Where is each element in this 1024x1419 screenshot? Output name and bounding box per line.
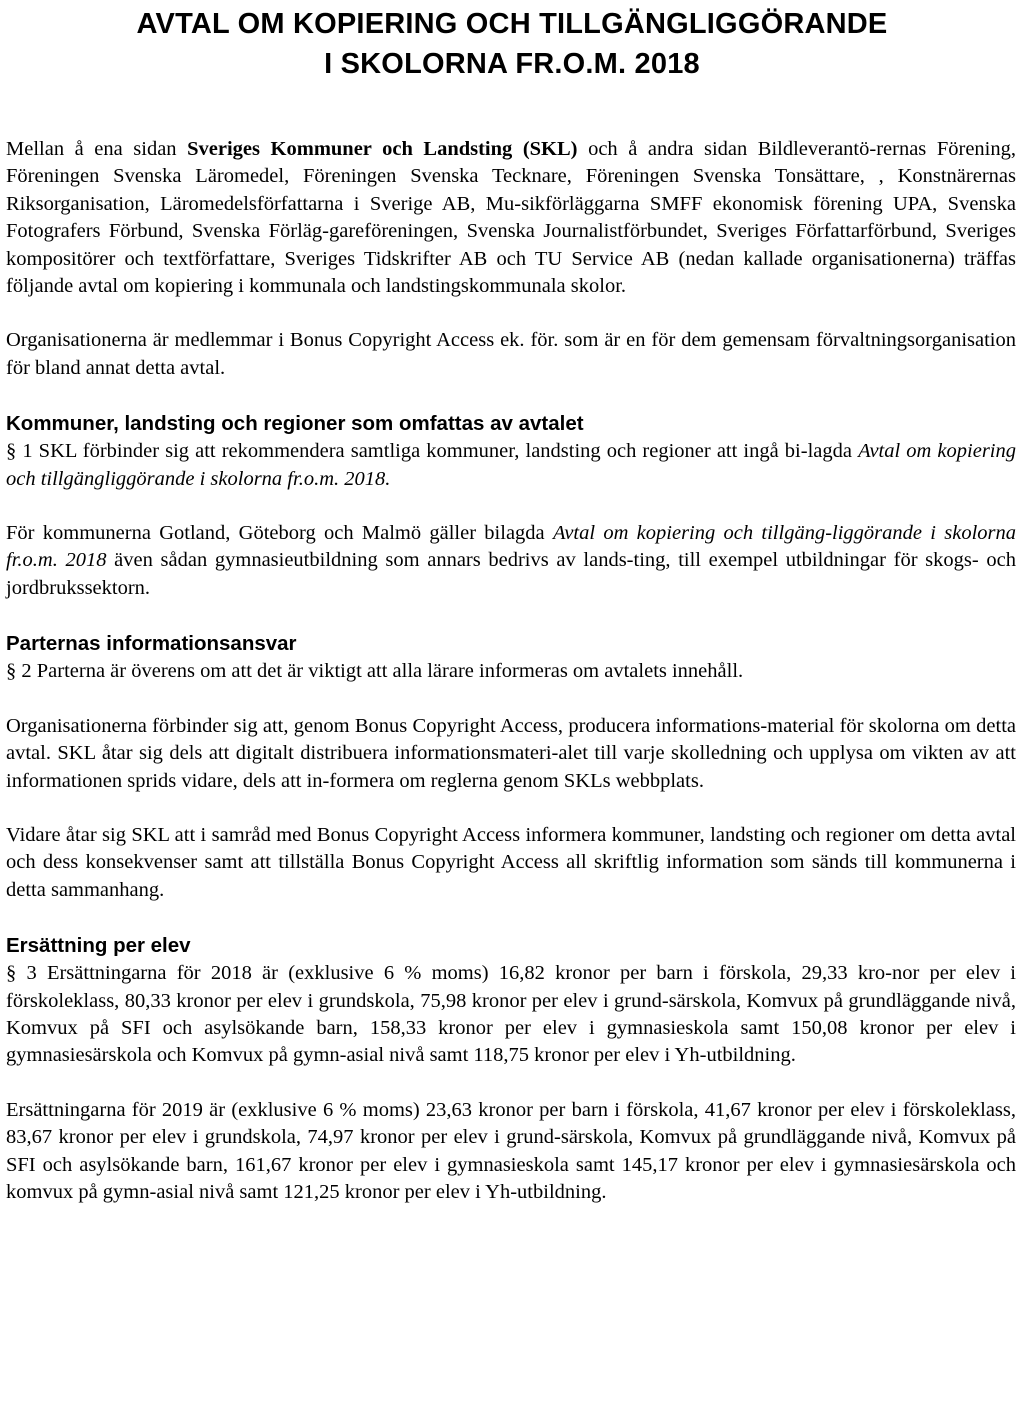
section-2-paragraph-material: Organisationerna förbinder sig att, genom Bonus Copyright Access, producera informations-material för skolorna om detta avtal. SKL åtar sig dels att digitalt distribuera informationsmateri-alet till varje skolledning och upplysa om vikten av att informationen sprids vidare, dels att in-formera om reglerna genom SKLs webbplats. [6,714,1016,792]
agreement-title-italic: Avtal om kopiering och tillgängliggörande i skolorna fr.o.m. 2018. [6,440,1016,490]
document-body [6,136,1016,1206]
section-1-paragraph [6,438,1016,493]
section-2-paragraph: § 2 Parterna är överens om att det är viktigt att alla lärare informeras om avtalets innehåll. [6,660,744,683]
section-heading-scope: Kommuner, landsting och regioner som omfattas av avtalet [6,412,584,436]
section-heading-information: Parternas informationsansvar [6,632,297,656]
municipalities-text-rest: även sådan gymnasieutbildning som annars bedrivs av lands-ting, till exempel utbildningar för skogs- och jordbrukssektorn. [6,549,1016,599]
intro-text-rest: och å andra sidan Bildleverantö-rernas Förening, Föreningen Svenska Läromedel, Föreningen Svenska Tecknare, Föreningen Svenska Tonsättare, , Konstnärernas Riksorganisation, Läromedelsförfattarna i Sverige AB, Mu-sikförläggarna SMFF ekonomisk förening UPA, Svenska Fotografers Förbund, Svenska Förläg-gareföreningen, Svenska Journalistförbundet, Sveriges Författarförbund, Sveriges kompositörer och textförfattare, Sveriges Tidskrifter AB och TU Service AB (nedan kallade organisationerna) träffas följande avtal om kopiering i kommunala och landstingskommunala skolor. [6,138,1016,298]
section-3-paragraph-2018: § 3 Ersättningarna för 2018 är (exklusive 6 % moms) 16,82 kronor per barn i förskola, 29,33 kro-nor per elev i förskoleklass, 80,33 kronor per elev i grundskola, 75,98 kronor per elev i grund-särskola, Komvux på grundläggande nivå, Komvux på SFI och asylsökande barn, 158,33 kronor per elev i gymnasieskola samt 150,08 kronor per elev i gymnasiesärskola och Komvux på gymn-asial nivå samt 118,75 kronor per elev i Yh-utbildning. [6,962,1016,1067]
skl-party-name: Sveriges Kommuner och Landsting (SKL) [187,138,578,160]
document-title-line-2: I SKOLORNA FR.O.M. 2018 [324,48,700,80]
intro-paragraph-parties [6,136,1016,300]
municipalities-text-start: För kommunerna Gotland, Göteborg och Malmö gäller bilagda [6,522,553,545]
section-1-text: § 1 SKL förbinder sig att rekommendera samtliga kommuner, landsting och regioner att ingå bi-lagda [6,440,859,463]
document-title-line-1: AVTAL OM KOPIERING OCH TILLGÄNGLIGGÖRANDE [136,8,888,40]
section-2-paragraph-skl: Vidare åtar sig SKL att i samråd med Bonus Copyright Access informera kommuner, landsting och regioner om detta avtal och dess konsekvenser samt att tillställa Bonus Copyright Access all skriftlig information som sänds till kommunerna i detta sammanhang. [6,823,1016,901]
section-3-paragraph-2019: Ersättningarna för 2019 är (exklusive 6 % moms) 23,63 kronor per barn i förskola, 41,67 kronor per elev i förskoleklass, 83,67 kronor per elev i grundskola, 74,97 kronor per elev i grund-särskola, Komvux på grundläggande nivå, Komvux på SFI och asylsökande barn, 161,67 kronor per elev i gymnasieskola samt 145,17 kronor per elev i gymnasiesärskola och komvux på gymn-asial nivå samt 121,25 kronor per elev i Yh-utbildning. [6,1098,1016,1203]
agreement-title-italic-2: Avtal om kopiering och tillgäng-liggörande i skolorna fr.o.m. 2018 [6,522,1016,572]
section-heading-compensation: Ersättning per elev [6,934,191,958]
intro-text-start: Mellan å ena sidan [6,138,188,160]
document-title [0,4,1024,84]
section-1-paragraph-municipalities [6,520,1016,602]
intro-paragraph-members: Organisationerna är medlemmar i Bonus Copyright Access ek. för. som är en för dem gemensam förvaltningsorganisation för bland annat detta avtal. [6,329,1016,379]
